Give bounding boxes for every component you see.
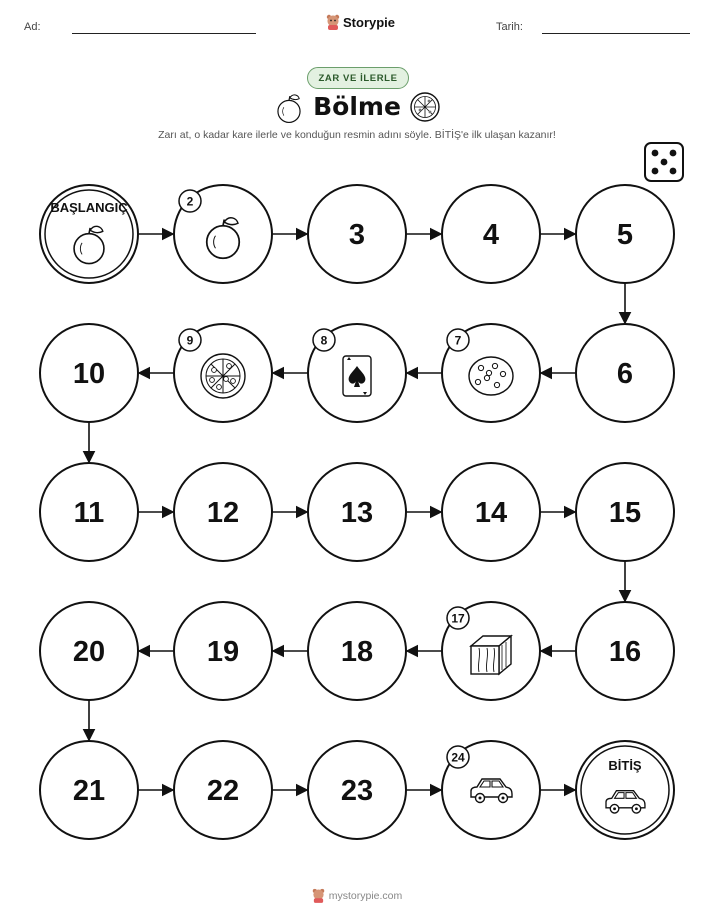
cell-number: 18	[340, 636, 374, 668]
cell-number: 16	[608, 636, 642, 668]
board-cell[interactable]	[576, 324, 674, 422]
name-label: Ad:	[24, 21, 41, 33]
cell-number: 14	[474, 497, 508, 529]
cell-number: 11	[73, 497, 105, 529]
board-cell[interactable]	[174, 185, 272, 283]
playing-card-icon	[343, 356, 371, 396]
cell-number: 13	[340, 497, 374, 529]
pizza-icon	[201, 354, 245, 398]
cell-number: 7	[454, 333, 462, 348]
cell-number: 23	[340, 775, 374, 807]
board-cell[interactable]	[308, 463, 406, 561]
board-cell[interactable]	[442, 741, 540, 839]
cell-number: 6	[616, 358, 634, 390]
cell-number: 17	[451, 611, 465, 626]
board-cells	[40, 185, 674, 839]
board-cell[interactable]	[174, 324, 272, 422]
cell-number: 15	[608, 497, 642, 529]
game-type-badge: ZAR VE İLERLE	[307, 67, 409, 89]
date-label: Tarih:	[496, 21, 523, 33]
board-cell[interactable]	[442, 185, 540, 283]
board-cell[interactable]	[40, 602, 138, 700]
title-pizza-icon	[411, 93, 439, 121]
cell-number: 5	[616, 219, 634, 251]
board-cell[interactable]	[308, 741, 406, 839]
board-cell[interactable]	[442, 324, 540, 422]
cell-number: 12	[206, 497, 240, 529]
board-cell[interactable]	[40, 463, 138, 561]
board-cell[interactable]	[174, 741, 272, 839]
brand-name: Storypie	[343, 14, 396, 30]
page-title: Bölme	[313, 92, 401, 121]
board-cell[interactable]	[576, 602, 674, 700]
cell-label: BAŞLANGIÇ	[50, 200, 128, 215]
cell-number: 2	[186, 194, 194, 209]
board-cell[interactable]	[40, 324, 138, 422]
board-cell[interactable]	[576, 185, 674, 283]
board-cell[interactable]	[442, 463, 540, 561]
cell-number: 21	[72, 775, 106, 807]
board-cell[interactable]	[40, 741, 138, 839]
start-cell[interactable]	[40, 185, 138, 283]
cell-number: 8	[320, 333, 328, 348]
footer-url[interactable]: mystorypie.com	[328, 889, 403, 902]
cell-number: 10	[72, 358, 106, 390]
dice-icon[interactable]	[645, 143, 683, 181]
cell-number: 4	[482, 219, 500, 251]
cell-label: BİTİŞ	[608, 758, 642, 773]
wooden-box-icon	[471, 636, 511, 674]
finish-cell[interactable]	[576, 741, 674, 839]
cell-number: 20	[72, 636, 106, 668]
board-cell[interactable]	[174, 602, 272, 700]
board-cell[interactable]	[308, 324, 406, 422]
instructions: Zarı at, o kadar kare ilerle ve konduğun resmin adını söyle. BİTİŞ'e ilk ulaşan kazanır!	[158, 129, 556, 141]
title-orange-icon	[278, 95, 300, 123]
cell-number: 19	[206, 636, 240, 668]
cell-number: 24	[451, 750, 465, 765]
board-cell[interactable]	[442, 602, 540, 700]
cell-number: 9	[186, 333, 194, 348]
board-cell[interactable]	[576, 463, 674, 561]
cell-number: 3	[348, 219, 366, 251]
board-cell[interactable]	[174, 463, 272, 561]
footer-bear-icon	[312, 888, 325, 903]
footer	[0, 888, 714, 903]
board-cell[interactable]	[308, 185, 406, 283]
board-cell[interactable]	[308, 602, 406, 700]
cookie-icon	[469, 357, 513, 395]
cell-number: 22	[206, 775, 240, 807]
